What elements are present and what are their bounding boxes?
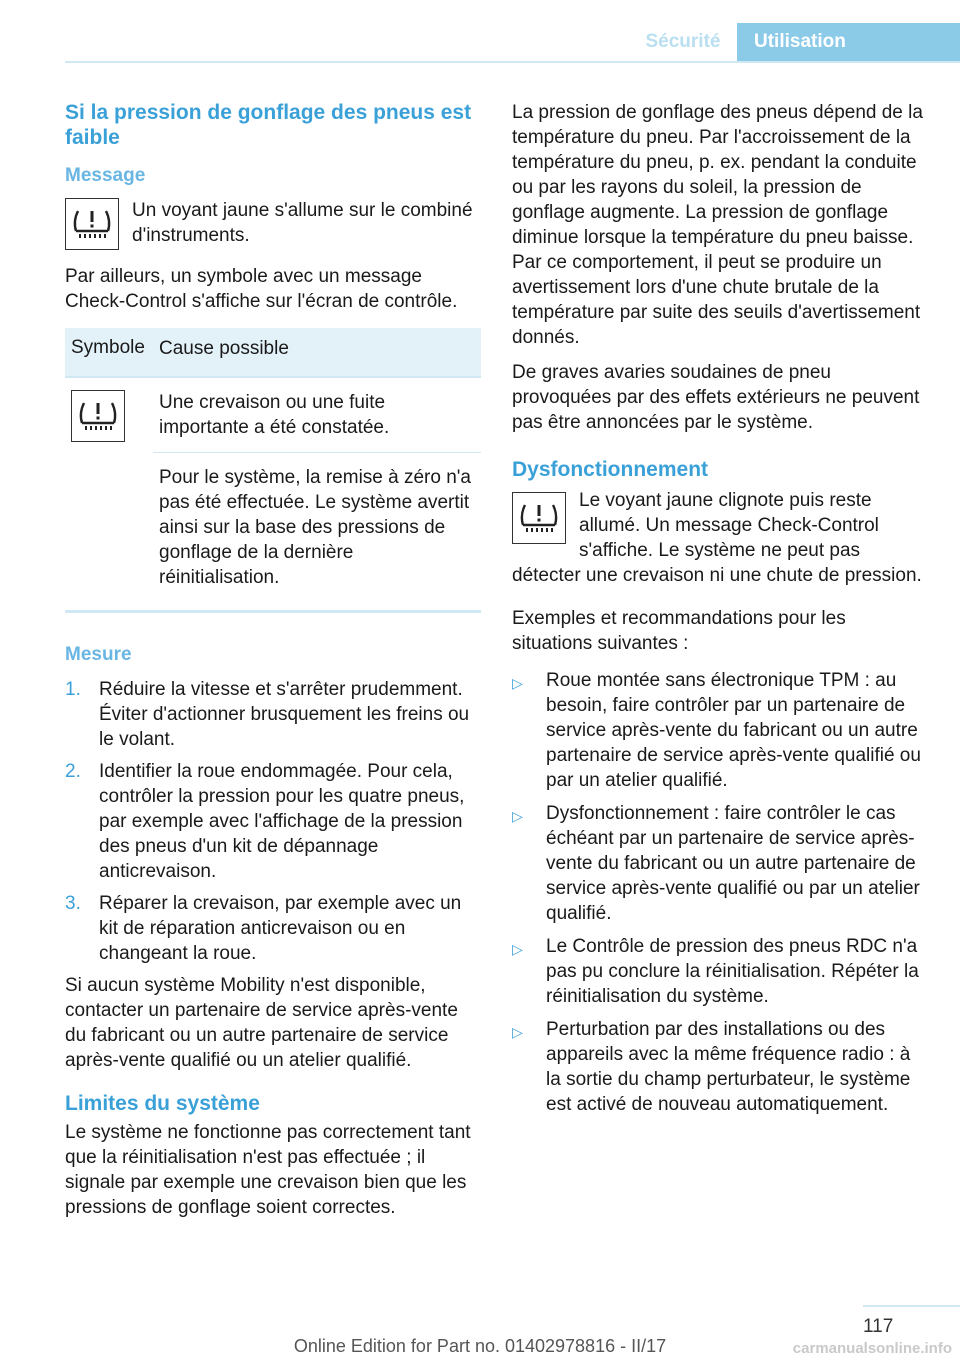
table-header-cause: Cause possible [159, 338, 289, 359]
paragraph-mobility: Si aucun système Mobility n'est disponible, contacter un partenaire de service après-vente du fabricant ou un autre partenaire de service après-vente qualifié ou un atelier qualifié. [65, 975, 458, 1071]
paragraph-damage: De graves avaries soudaines de pneu provoquées par des effets extérieurs ne peuvent pas être annoncées par le système. [512, 362, 920, 433]
list-item [512, 668, 927, 793]
message-block [65, 198, 481, 250]
paragraph-examples-intro: Exemples et recommandations pour les situations suivantes : [512, 608, 846, 654]
paragraph-limits: Le système ne fonctionne pas correctement tant que la réinitialisation n'est pas effectuée ; il signale par exemple une crevaison bien que les pressions de gonflage soient correctes. [65, 1122, 471, 1218]
list-item [512, 801, 927, 926]
table-end-rule [65, 610, 481, 613]
table-header-symbol: Symbole [71, 337, 145, 358]
table-row [65, 378, 481, 452]
message-text: Un voyant jaune s'allume sur le combiné d'instruments. [132, 200, 473, 246]
edition-footer: Online Edition for Part no. 01402978816 - II/17 [293, 1336, 667, 1356]
step-text: Réduire la vitesse et s'arrêter prudemment. Éviter d'actionner brusquement les freins ou le volant. [99, 679, 470, 750]
step-number: 3. [65, 893, 81, 914]
triangle-bullet-icon: ▷ [512, 1024, 523, 1040]
table-cell-symbol [71, 390, 159, 442]
section-title-malfunction: Dysfonctionnement [512, 458, 709, 481]
steps-list [65, 677, 481, 966]
malfunction-block [512, 488, 927, 588]
bullet-text: Le Contrôle de pression des pneus RDC n'a pas pu conclure la réinitialisation. Répéter la réinitialisation du système. [546, 936, 919, 1007]
tire-pressure-warning-icon [65, 198, 119, 250]
step-number: 1. [65, 679, 81, 700]
tire-pressure-warning-icon [512, 492, 566, 544]
list-item [65, 891, 481, 966]
table-cell-cause: Une crevaison ou une fuite importante a été constatée. [159, 392, 390, 438]
triangle-bullet-icon: ▷ [512, 675, 523, 691]
page-number: 117 [863, 1316, 894, 1337]
list-item [512, 934, 927, 1009]
recommendations-list [512, 668, 927, 1117]
bullet-text: Perturbation par des installations ou des appareils avec la même fréquence radio : à la sortie du champ perturbateur, le système est activé de nouveau automatiquement. [546, 1019, 911, 1115]
section-title-low-pressure: Si la pression de gonflage des pneus est faible [65, 101, 472, 149]
cause-table [65, 328, 481, 613]
section-title-limits: Limites du système [65, 1092, 260, 1115]
step-number: 2. [65, 761, 81, 782]
list-item [512, 1017, 927, 1117]
paragraph-check-control: Par ailleurs, un symbole avec un message Check-Control s'affiche sur l'écran de contrôle. [65, 266, 458, 312]
header-tab-utilisation[interactable]: Utilisation [737, 23, 960, 61]
table-header [65, 328, 481, 378]
triangle-bullet-icon: ▷ [512, 941, 523, 957]
watermark: carmanualsonline.info [792, 1340, 952, 1357]
tire-pressure-warning-icon [71, 390, 125, 442]
footer-rule [863, 1305, 960, 1307]
triangle-bullet-icon: ▷ [512, 808, 523, 824]
malfunction-text: Le voyant jaune clignote puis reste allumé. Un message Check-Control s'affiche. Le système ne peut pas détecter une crevaison ni une chute de pression. [512, 490, 922, 586]
table-cell-symbol [71, 465, 159, 590]
table-cell-cause: Pour le système, la remise à zéro n'a pas été effectuée. Le système avertit ainsi sur la base des pressions de gonflage de la dernière réinitialisation. [159, 467, 471, 588]
table-row [65, 453, 481, 600]
paragraph-temperature: La pression de gonflage des pneus dépend de la température du pneu. Par l'accroissement de la température du pneu, p. ex. pendant la conduite ou par les rayons du soleil, la pression de gonflage augmente. La pression de gonflage diminue lorsque la température du pneu baisse. Par ce comportement, il peut se produire un avertissement lors d'une chute brutale de la température par suite des seuils d'avertissement donnés. [512, 102, 923, 348]
header-tab-securite[interactable]: Sécurité [645, 31, 721, 52]
list-item [65, 759, 481, 884]
step-text: Réparer la crevaison, par exemple avec un kit de réparation anticrevaison ou en changeant la roue. [99, 893, 462, 964]
bullet-text: Dysfonctionnement : faire contrôler le cas échéant par un partenaire de service après-vente du fabricant ou un autre partenaire de service après-vente qualifié ou par un atelier qualifié. [546, 803, 920, 924]
left-column [65, 100, 481, 1230]
bullet-text: Roue montée sans électronique TPM : au besoin, faire contrôler par un partenaire de service après-vente du fabricant ou un autre partenaire de service après-vente qualifié ou par un atelier qualifié. [546, 670, 921, 791]
subheading-message: Message [65, 165, 146, 186]
list-item [65, 677, 481, 752]
header-rule [65, 61, 960, 63]
step-text: Identifier la roue endommagée. Pour cela, contrôler la pression pour les quatre pneus, par exemple avec l'affichage de la pression des pneus d'un kit de dépannage anticrevaison. [99, 761, 465, 882]
right-column [512, 100, 927, 1125]
subheading-mesure: Mesure [65, 644, 132, 665]
